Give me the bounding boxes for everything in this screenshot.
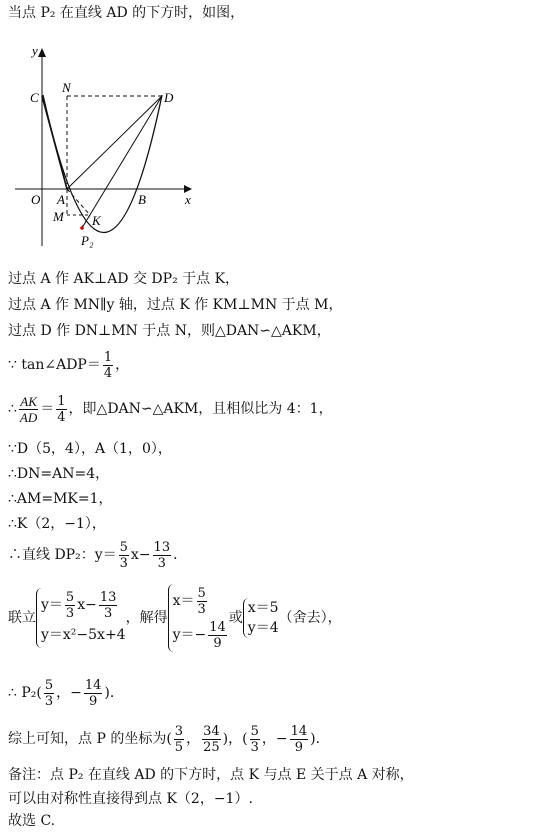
point-p2: [80, 226, 84, 230]
segment-ca: [42, 96, 67, 189]
label-p2: P₂: [81, 233, 94, 248]
intro-text: 当点 P₂ 在直线 AD 的下方时，如图，: [8, 5, 245, 21]
note-line-2: 可以由对称性直接得到点 K（2，−1）.: [8, 791, 253, 807]
label-n: N: [62, 80, 71, 95]
label-o: O: [31, 192, 41, 207]
step-6: ∵D（5，4），A（1，0），: [8, 441, 172, 457]
label-m: M: [53, 209, 64, 224]
step-13: 综上可知，点 P 的坐标为( $\frac{3}{5}$ ， $\frac{34}{25}$ )，( $\frac{5}{3}$ ，− $\frac{14}{9}$ )．: [8, 723, 330, 755]
answer-line: 故选 C.: [8, 813, 56, 829]
y-axis-arrow: [38, 48, 46, 57]
step-7: ∴DN=AN=4，: [8, 466, 110, 482]
step-11: 联立 y＝ $\frac{5}{3}$ x− $\frac{13}{3}$ y＝x²−5x+4 ，解得 x＝ $\frac{5}{3}$ y＝− $\frac{14}{9}$ 或 x＝5 y＝4 （舍去），: [8, 585, 342, 651]
label-a: A: [57, 192, 65, 207]
step-5: ∴ $\frac{AK}{AD}$ ＝ $\frac{1}{4}$ ，即△DAN∽△AKM，且相似比为 4：1，: [8, 393, 333, 425]
step-12: ∴ P₂( $\frac{5}{3}$ ，− $\frac{14}{9}$ )．: [8, 677, 124, 709]
segment-ak: [67, 189, 90, 215]
step-4: ∵ tan∠ADP＝ $\frac{1}{4}$ ，: [8, 349, 130, 381]
label-d: D: [164, 90, 174, 105]
label-x: x: [185, 192, 191, 207]
label-c: C: [30, 90, 39, 105]
geometry-figure: [10, 40, 210, 255]
step-3: 过点 D 作 DN⊥MN 于点 N，则△DAN∽△AKM，: [8, 323, 331, 339]
label-y: y: [32, 43, 38, 58]
step-1: 过点 A 作 AK⊥AD 交 DP₂ 于点 K，: [8, 271, 240, 287]
label-k: K: [92, 213, 101, 228]
step-8: ∴AM=MK=1，: [8, 491, 113, 507]
step-9: ∴K（2，−1），: [8, 516, 106, 532]
label-b: B: [138, 192, 146, 207]
step-10: ∴直线 DP₂：y＝ $\frac{5}{3}$ x− $\frac{13}{3}$ ．: [8, 539, 188, 571]
note-line-1: 备注：点 P₂ 在直线 AD 的下方时，点 K 与点 E 关于点 A 对称，: [8, 767, 414, 783]
step-2: 过点 A 作 MN∥y 轴，过点 K 作 KM⊥MN 于点 M，: [8, 297, 343, 313]
